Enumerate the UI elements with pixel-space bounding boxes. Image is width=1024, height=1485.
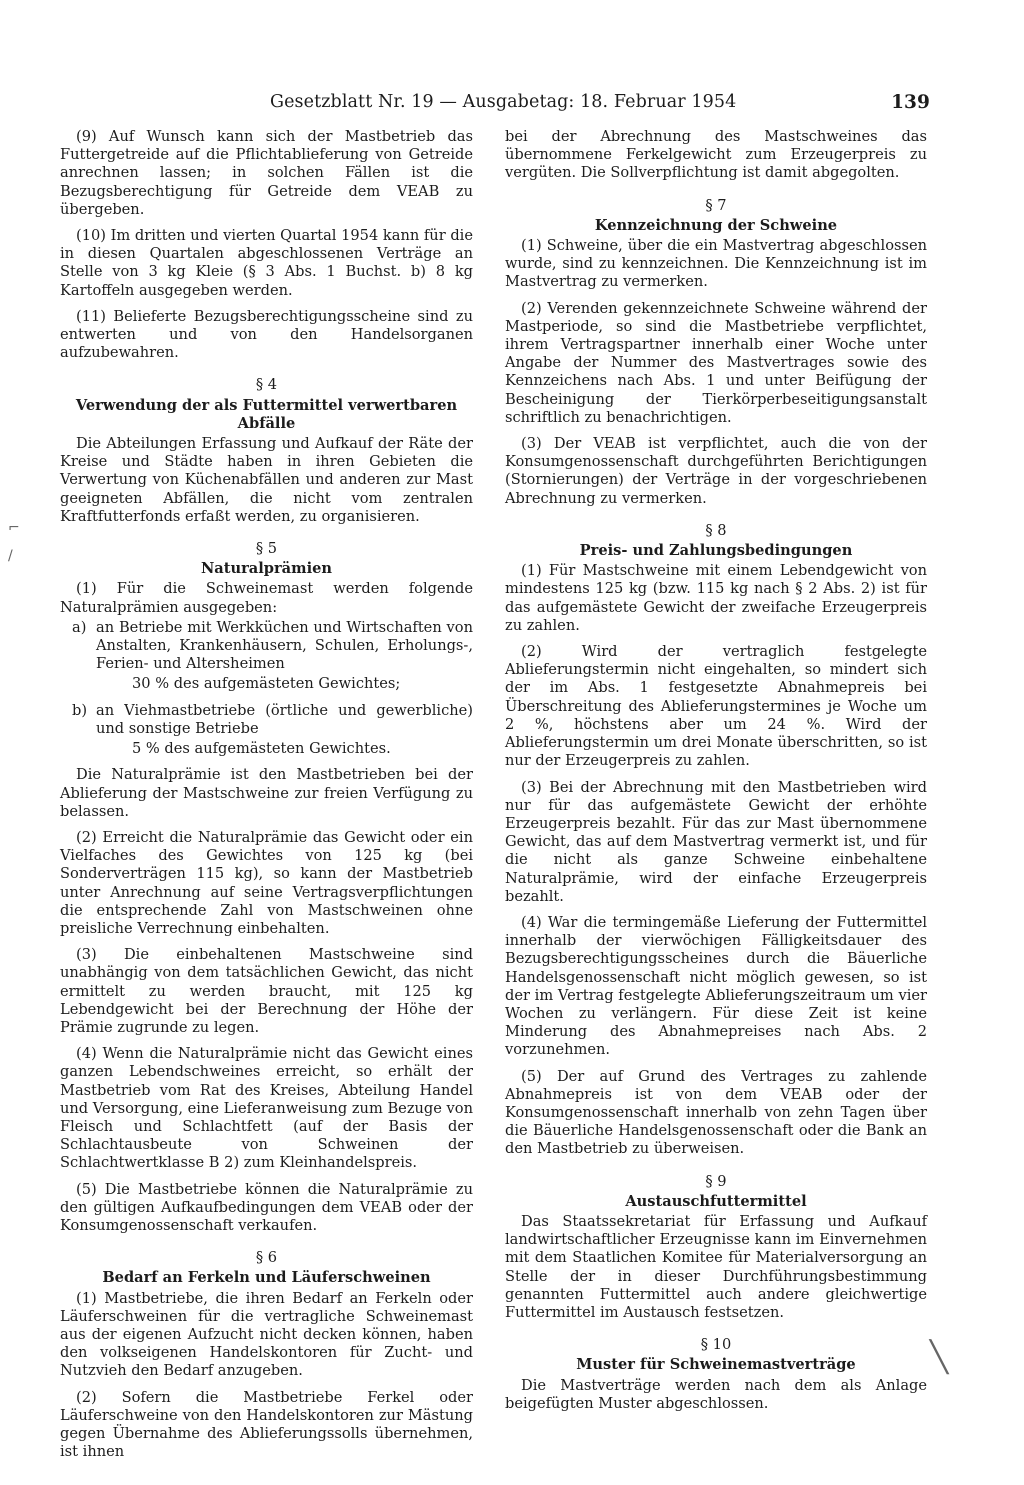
page-header: [270, 92, 930, 118]
section-number-4: § 4: [255, 376, 278, 394]
paragraph-5-1b: Die Naturalprämie ist den Mastbetrieben bei der Ablieferung der Mastschweine zur freien Verfügung zu belassen.: [60, 766, 473, 820]
section-title-10: Muster für Schweinemastverträge: [576, 1356, 856, 1374]
section-title-9: Austauschfuttermittel: [625, 1192, 807, 1210]
list-marker-a: a): [72, 618, 87, 636]
paragraph-7-1: (1) Schweine, über die ein Mastvertrag abgeschlossen wurde, sind zu kennzeichnen. Die Kennzeichnung ist im Mastvertrag zu vermerken.: [505, 237, 927, 291]
list-percentage-a: 30 % des aufgemästeten Gewichtes;: [132, 675, 401, 693]
paragraph-5-3: (3) Die einbehaltenen Mastschweine sind unabhängig von dem tatsächlichen Gewicht, das nicht ermittelt zu werden braucht, mit 125 kg Lebendgewicht bei der Berechnung der Höhe der Prämie zugrunde zu legen.: [60, 946, 473, 1036]
section-number-8: § 8: [705, 521, 727, 539]
margin-slash-mark: /: [8, 548, 13, 564]
paragraph-5-4: (4) Wenn die Naturalprämie nicht das Gewicht eines ganzen Lebendschweines erreicht, so erhält der Mastbetrieb vom Rat des Kreises, Abteilung Handel und Versorgung, eine Lieferanweisung zum Bezuge von Fleisch und Schlachtfett (auf der Basis der Schlachtausbeute von Schweinen der Schlachtwertklasse B 2) zum Kleinhandelspreis.: [60, 1045, 473, 1172]
paragraph-7-3: (3) Der VEAB ist verpflichtet, auch die von der Konsumgenossenschaft durchgeführten Berichtigungen (Stornierungen) der Verträge in der vorgeschriebenen Abrechnung zu vermerken.: [505, 435, 927, 507]
paragraph-8-5: (5) Der auf Grund des Vertrages zu zahlende Abnahmepreis ist von dem VEAB oder der Konsumgenossenschaft innerhalb von zehn Tagen über die Bäuerliche Handelsgenossenschaft oder die Bank an den Mastbetrieb zu überweisen.: [505, 1067, 927, 1158]
paragraph-6-2: (2) Sofern die Mastbetriebe Ferkel oder Läuferschweine von den Handelskontoren zur Mästung gegen Übernahme des Ablieferungssolls übernehmen, ist ihnen: [60, 1388, 473, 1461]
section-title-6: Bedarf an Ferkeln und Läuferschweinen: [102, 1269, 431, 1287]
list-item-a: [60, 619, 473, 674]
paragraph-8-3: (3) Bei der Abrechnung mit den Mastbetrieben wird nur für das aufgemästete Gewicht der erhöhte Erzeugerpreis bezahlt. Für das zur Mast übernommene Gewicht, das auf dem Mastvertrag vermerkt ist, und für die nicht als ganze Schweine einbehaltene Naturalprämie, wird der einfache Erzeugerpreis bezahlt.: [505, 778, 927, 905]
paragraph-5-5: (5) Die Mastbetriebe können die Naturalprämie zu den gültigen Aufkaufbedingungen dem VEAB oder der Konsumgenossenschaft verkaufen.: [60, 1180, 473, 1234]
section-number-7: § 7: [705, 196, 727, 214]
paragraph-3-11: (11) Belieferte Bezugsberechtigungsscheine sind zu entwerten und von den Handelsorganen aufzubewahren.: [60, 307, 473, 362]
list-text-a: an Betriebe mit Werkküchen und Wirtschaften von Anstalten, Krankenhäusern, Schulen, Erholungs-, Ferien- und Altersheimen: [96, 618, 473, 673]
left-column: [60, 128, 473, 1469]
margin-tick-mark: ⌐: [8, 520, 20, 536]
list-marker-b: b): [72, 701, 88, 719]
section-title-4: Verwendung der als Futtermittel verwertbaren Abfälle: [75, 396, 458, 432]
section-title-5: Naturalprämien: [200, 560, 333, 578]
paragraph-8-1: (1) Für Mastschweine mit einem Lebendgewicht von mindestens 125 kg (bzw. 115 kg nach § 2 Abs. 2) ist für das aufgemästete Gewicht der zweifache Erzeugerpreis zu zahlen.: [505, 562, 927, 634]
right-column: [505, 128, 927, 1421]
paragraph-8-2: (2) Wird der vertraglich festgelegte Ablieferungstermin nicht eingehalten, so mindert sich der im Abs. 1 festgesetzte Abnahmepreis bei Überschreitung des Ablieferungstermines je Woche um 2 %, höchstens aber um 24 %. Wird der Ablieferungstermin um drei Monate überschritten, so ist nur der Erzeugerpreis zu zahlen.: [505, 643, 927, 770]
paragraph-7-2: (2) Verenden gekennzeichnete Schweine während der Mastperiode, so sind die Mastbetriebe verpflichtet, ihrem Vertragspartner innerhalb einer Woche unter Angabe der Nummer des Mastvertrages sowie des Kennzeichens nach Abs. 1 und unter Beifügung der Bescheinigung der Tierkörperbeseitigungsanstalt schriftlich zu benachrichtigen.: [505, 299, 927, 426]
page-number: 139: [891, 92, 930, 113]
paragraph-6-1: (1) Mastbetriebe, die ihren Bedarf an Ferkeln oder Läuferschweinen für die vertragliche Schweinemast aus der eigenen Aufzucht nicht decken können, haben den volkseigenen Handelskontoren für Zucht- und Nutzvieh den Bedarf anzugeben.: [60, 1289, 473, 1380]
section-number-10: § 10: [700, 1336, 732, 1354]
section-number-9: § 9: [705, 1172, 727, 1190]
paragraph-5-2: (2) Erreicht die Naturalprämie das Gewicht oder ein Vielfaches des Gewichtes von 125 kg (bei Sonderverträgen 115 kg), so kann der Mastbetrieb unter Anrechnung auf seine Vertragsverpflichtungen die entsprechende Zahl von Mastschweinen ohne preisliche Verrechnung einbehalten.: [60, 828, 473, 937]
header-title: Gesetzblatt Nr. 19 — Ausgabetag: 18. Februar 1954: [270, 92, 737, 112]
paragraph-3-10: (10) Im dritten und vierten Quartal 1954 kann für die in diesen Quartalen abgeschlossenen Verträge an Stelle von 3 kg Kleie (§ 3 Abs. 1 Buchst. b) 8 kg Kartoffeln ausgegeben werden.: [60, 227, 473, 299]
list-text-b: an Viehmastbetriebe (örtliche und gewerbliche) und sonstige Betriebe: [96, 701, 473, 737]
paragraph-8-4: (4) War die termingemäße Lieferung der Futtermittel innerhalb der vierwöchigen Fälligkeitsdauer des Bezugsberechtigungsscheines durch die Bäuerliche Handelsgenossenschaft nicht möglich gewesen, so ist der im Vertrag festgelegte Ablieferungszeitraum um vier Wochen zu verlängern. Für diese Zeit ist keine Minderung des Abnahmepreises nach Abs. 2 vorzunehmen.: [505, 913, 927, 1059]
section-title-8: Preis- und Zahlungsbedingungen: [579, 542, 853, 560]
section-9-text: Das Staatssekretariat für Erfassung und Aufkauf landwirtschaftlicher Erzeugnisse kann im Einvernehmen mit dem Staatlichen Komitee für Materialversorgung an Stelle der in dieser Durchführungsbestimmung genannten Futtermittel auch andere gleichwertige Futtermittel im Austausch festsetzen.: [505, 1212, 927, 1321]
paragraph-6-2-continued: bei der Abrechnung des Mastschweines das übernommene Ferkelgewicht zum Erzeugerpreis zu vergüten. Die Sollverpflichtung ist damit abgegolten.: [505, 128, 927, 182]
paragraph-5-1: (1) Für die Schweinemast werden folgende Naturalprämien ausgegeben:: [60, 580, 473, 616]
section-10-text: Die Mastverträge werden nach dem als Anlage beigefügten Muster abgeschlossen.: [505, 1376, 927, 1412]
section-4-text: Die Abteilungen Erfassung und Aufkauf der Räte der Kreise und Städte haben in ihren Gebieten die Verwertung von Küchenabfällen und anderen zur Mast geeigneten Abfällen, die nicht vom zentralen Kraftfutterfonds erfaßt werden, zu organisieren.: [60, 435, 473, 525]
section-number-5: § 5: [255, 540, 278, 558]
section-number-6: § 6: [255, 1249, 278, 1267]
list-percentage-b: 5 % des aufgemästeten Gewichtes.: [132, 740, 391, 758]
paragraph-3-9: (9) Auf Wunsch kann sich der Mastbetrieb das Futtergetreide auf die Pflichtablieferung von Getreide anrechnen lassen; in solchen Fällen ist die Bezugsberechtigung für Getreide dem VEAB zu übergeben.: [60, 128, 473, 218]
list-item-b: [60, 702, 473, 738]
margin-diagonal-mark: ╲: [930, 1340, 949, 1375]
section-title-7: Kennzeichnung der Schweine: [594, 216, 838, 234]
